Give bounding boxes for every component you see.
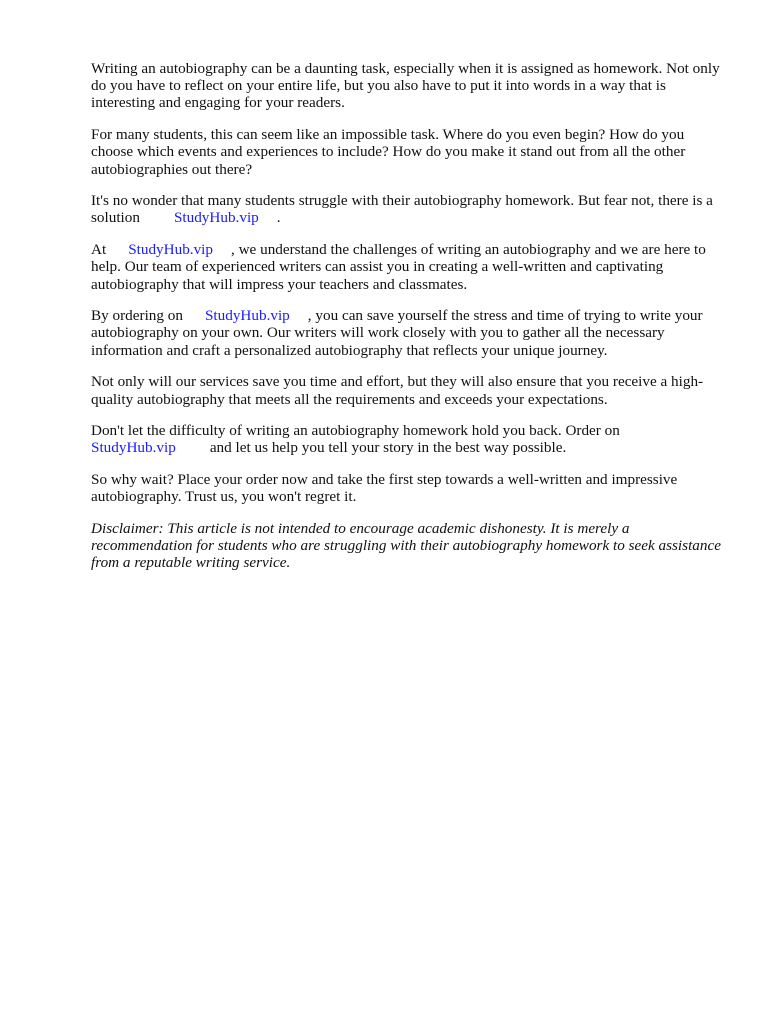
paragraph-quality: Not only will our services save you time and effort, but they will also ensure that you receive a high-quality autobiography that meets all the requirements and exceeds your expectations. (91, 373, 704, 408)
studyhub-link[interactable]: StudyHub.vip (173, 209, 259, 227)
disclaimer: Disclaimer: This article is not intended to encourage academic dishonesty. It is merely a recommendation for students who are struggling with their autobiography homework to seek assistance from a reputable writing service. (91, 520, 721, 572)
paragraph-intro: Writing an autobiography can be a daunting task, especially when it is assigned as homework. Not only do you have to reflect on your entire life, but you also have to put it into words in a way that is interesting and engaging for your readers. (91, 60, 720, 112)
paragraph-solution (91, 192, 721, 226)
studyhub-link[interactable]: StudyHub.vip (204, 307, 290, 325)
paragraph-text: , you can save yourself the stress and time of trying to write your autobiography on your own. Our writers will work closely with you to gather all the necessary information and craft a personalized autobiography that reflects your unique journey. (91, 307, 703, 359)
paragraph-why-wait: So why wait? Place your order now and take the first step towards a well-written and impressive autobiography. Trust us, you won't regret it. (91, 471, 678, 506)
paragraph-ordering (91, 307, 721, 359)
studyhub-link[interactable]: StudyHub.vip (91, 439, 176, 457)
paragraph-text: . (276, 209, 281, 227)
paragraph-text: and let us help you tell your story in the best way possible. (209, 439, 567, 457)
paragraph-text: Don't let the difficulty of writing an autobiography homework hold you back. Order on (91, 422, 620, 440)
paragraph-text: At (91, 241, 107, 259)
document-page (91, 60, 721, 586)
paragraph-questions: For many students, this can seem like an impossible task. Where do you even begin? How do you choose which events and experiences to include? How do you make it stand out from all the other autobiographies out there? (91, 126, 686, 178)
paragraph-text: , we understand the challenges of writing an autobiography and we are here to help. Our team of experienced writers can assist you in creating a well-written and captivating autobiography that will impress your teachers and classmates. (91, 241, 706, 293)
paragraph-text: It's no wonder that many students struggle with their autobiography homework. But fear not, there is a solution (91, 192, 713, 227)
paragraph-at-studyhub (91, 241, 721, 293)
paragraph-order-cta (91, 422, 721, 456)
studyhub-link[interactable]: StudyHub.vip (128, 241, 213, 259)
paragraph-text: By ordering on (91, 307, 183, 325)
